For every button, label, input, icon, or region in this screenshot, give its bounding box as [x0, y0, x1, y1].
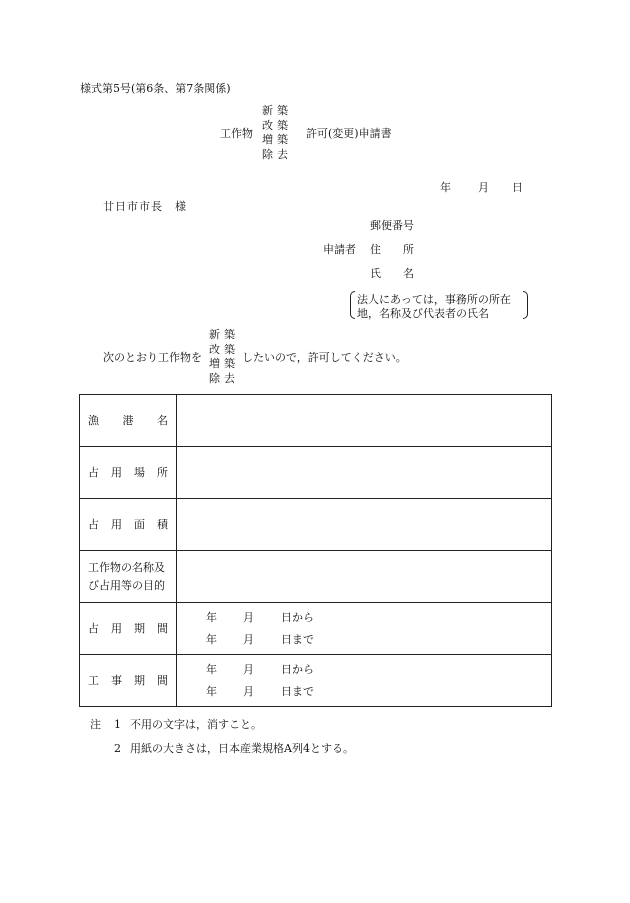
table-label: [80, 395, 177, 447]
body-option: 新築: [209, 328, 239, 341]
occupancy-area-field[interactable]: [177, 499, 552, 551]
corporate-note-line1: 法人にあっては，事務所の所在: [357, 293, 511, 306]
note-number: 2: [114, 742, 121, 755]
period-end: [177, 681, 551, 703]
label-char: 工: [88, 674, 99, 687]
structure-purpose-label: 工作物の名称及び占用等の目的: [88, 560, 165, 592]
form-number: 様式第5号(第6条、第7条関係): [80, 82, 231, 95]
period-start: [177, 607, 551, 629]
label-char: 期: [134, 622, 145, 635]
period-year: 年: [206, 685, 217, 698]
label-char: 用: [111, 518, 122, 531]
notes-prefix: 注: [90, 718, 101, 731]
table-label: [80, 499, 177, 551]
body-option: 改築: [209, 342, 239, 356]
period-month: 月: [243, 633, 254, 646]
table-row: [80, 395, 552, 447]
note-bracket-left: [350, 291, 355, 319]
occupancy-period-label: [88, 623, 168, 634]
label-char: 名: [157, 414, 168, 427]
date-day: 日: [512, 181, 523, 194]
title-option: 除去: [262, 147, 292, 161]
period-year: 年: [206, 663, 217, 676]
occupancy-location-field[interactable]: [177, 447, 552, 499]
occupancy-location-label: [88, 467, 168, 478]
table-row: [80, 603, 552, 655]
period-year: 年: [206, 611, 217, 624]
title-prefix: 工作物: [220, 127, 253, 140]
title-option: 改築: [262, 118, 292, 132]
body-option: 除去: [209, 371, 239, 385]
period-month: 月: [243, 611, 254, 624]
body-options: [209, 328, 239, 386]
title-option: 新築: [262, 104, 292, 117]
body-option: 増築: [209, 357, 239, 370]
label-char: 間: [157, 622, 168, 635]
table-row: [80, 551, 552, 603]
date-year: 年: [440, 181, 451, 194]
note-number: 1: [114, 718, 121, 731]
period-month: 月: [243, 685, 254, 698]
applicant-label: 申請者: [323, 243, 356, 256]
construction-period-field[interactable]: [177, 655, 552, 707]
table-label: [80, 603, 177, 655]
table-label: [80, 551, 177, 603]
label-char: 積: [157, 518, 168, 531]
period-day: 日まで: [281, 633, 314, 646]
label-char: 占: [88, 518, 99, 531]
addressee: 廿日市市長 様: [103, 200, 187, 213]
title-suffix: 許可(変更)申請書: [306, 127, 392, 140]
label-char: 用: [111, 466, 122, 479]
postal-code-label: 郵便番号: [370, 219, 414, 232]
period-day: 日から: [281, 663, 314, 676]
table-row: [80, 447, 552, 499]
label-char: 漁: [88, 414, 99, 427]
label-char: 間: [157, 674, 168, 687]
label-char: 場: [134, 466, 145, 479]
date-month: 月: [478, 181, 489, 194]
address-label: 住所: [370, 243, 436, 256]
occupancy-area-label: [88, 519, 168, 530]
label-char: 期: [134, 674, 145, 687]
label-char: 港: [122, 414, 134, 427]
structure-purpose-field[interactable]: [177, 551, 552, 603]
label-char: 面: [134, 518, 145, 531]
period-start: [177, 659, 551, 681]
table-label: [80, 447, 177, 499]
occupancy-period-field[interactable]: [177, 603, 552, 655]
period-year: 年: [206, 633, 217, 646]
body-prefix: 次のとおり工作物を: [103, 351, 202, 364]
label-char: 占: [88, 466, 99, 479]
note-bracket-right: [523, 291, 528, 319]
period-end: [177, 629, 551, 651]
note-text: 不用の文字は，消すこと。: [130, 718, 262, 731]
label-char: 事: [111, 674, 122, 687]
table-row: [80, 655, 552, 707]
body-suffix: したいので，許可してください。: [242, 351, 407, 364]
fishing-port-field[interactable]: [177, 395, 552, 447]
corporate-note-line2: 地，名称及び代表者の氏名: [357, 307, 489, 320]
title-options: [262, 104, 292, 162]
title-option: 増築: [262, 133, 292, 146]
period-month: 月: [243, 663, 254, 676]
period-day: 日から: [281, 611, 314, 624]
table-row: [80, 499, 552, 551]
fishing-port-label: [88, 415, 168, 426]
name-label: 氏名: [370, 267, 436, 280]
period-day: 日まで: [281, 685, 314, 698]
label-char: 占: [88, 622, 99, 635]
table-label: [80, 655, 177, 707]
label-char: 所: [157, 466, 168, 479]
label-char: 用: [111, 622, 122, 635]
application-table: [79, 394, 552, 707]
construction-period-label: [88, 675, 168, 686]
note-text: 用紙の大きさは，日本産業規格A列4とする。: [130, 742, 354, 755]
